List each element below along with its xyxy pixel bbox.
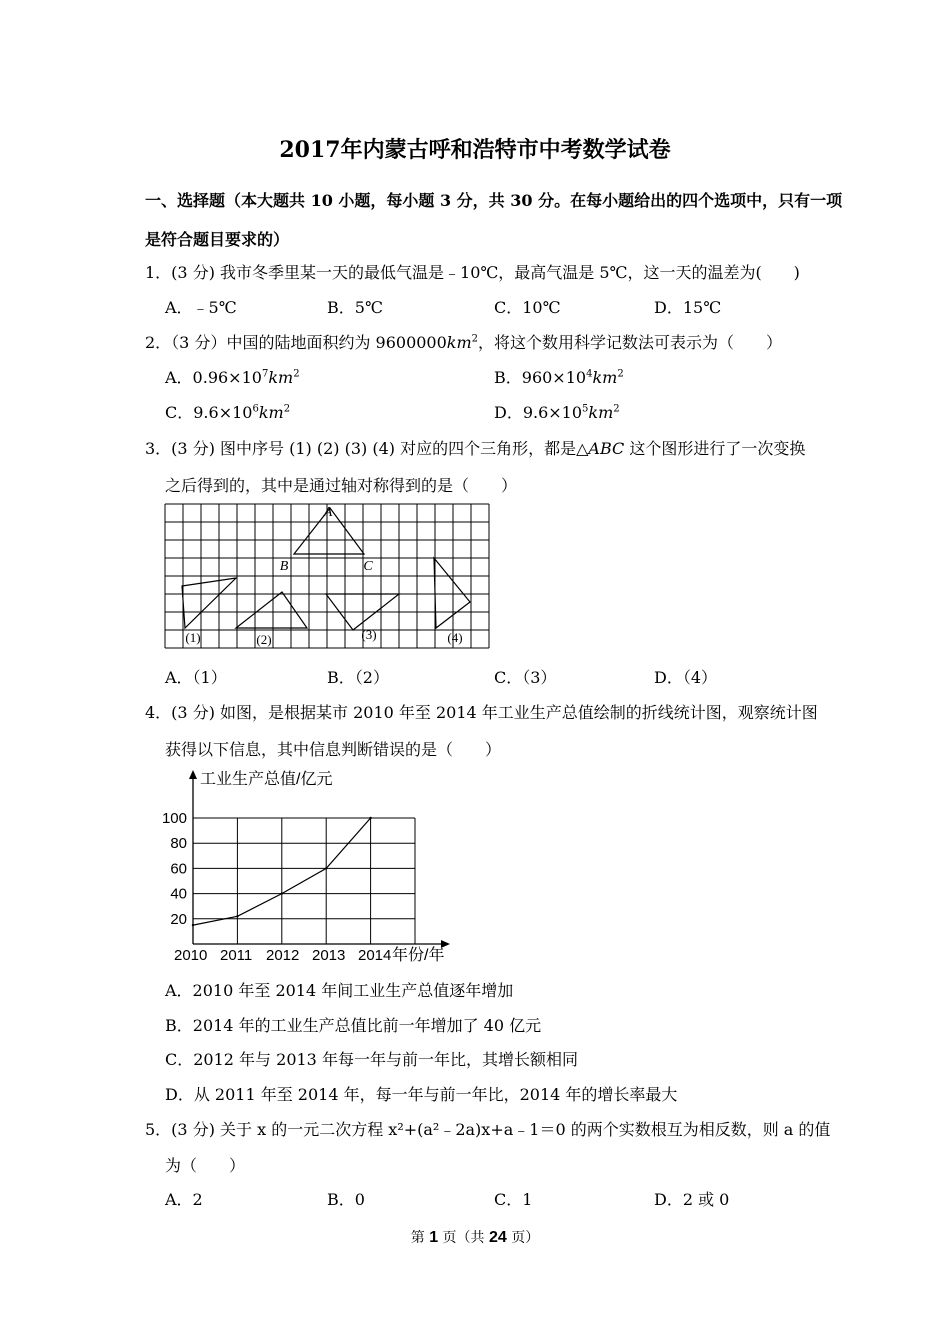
- section-heading-line1: 一、选择题（本大题共 10 小题，每小题 3 分，共 30 分。在每小题给出的四个选项中，只有一项: [145, 191, 843, 210]
- triangle-2: [236, 592, 307, 628]
- chart-data-point: [281, 892, 283, 894]
- chart-y-tick-label: 20: [170, 910, 187, 928]
- q5-option-a: A．2: [165, 1190, 203, 1209]
- q1-option-d: D．15℃: [654, 298, 722, 317]
- chart-x-tick-label: 2012: [266, 947, 300, 964]
- page-title: 2017年内蒙古呼和浩特市中考数学试卷: [279, 137, 671, 163]
- triangle-grid-figure: [160, 500, 495, 650]
- question-5-stem-line1: 5．(3 分) 关于 x 的一元二次方程 x²+(a²﹣2a)x+a﹣1＝0 的两个实数根互为相反数，则 a 的值: [145, 1120, 831, 1139]
- q2-option-a: A．$0.96\times 10^7km^2$: [165, 368, 300, 387]
- chart-data-point: [236, 915, 238, 917]
- vertex-label-a: A: [323, 505, 333, 520]
- chart-data-point: [369, 817, 371, 819]
- q4-option-a: A．2010 年至 2014 年间工业生产总值逐年增加: [165, 981, 514, 1000]
- chart-data-point: [325, 867, 327, 869]
- question-4-stem-line2: 获得以下信息，其中信息判断错误的是（ ）: [165, 740, 502, 759]
- q1-option-a: A．﹣5℃: [165, 298, 237, 317]
- vertex-label-b: B: [279, 559, 289, 574]
- question-3-stem-line1: 3．(3 分) 图中序号 (1) (2) (3) (4) 对应的四个三角形，都是△ABC 这个图形进行了一次变换: [145, 439, 806, 458]
- triangle-label-4: (4): [447, 630, 463, 645]
- q2-option-b: B．$960\times 10^4km^2$: [494, 368, 624, 387]
- question-4-stem-line1: 4．(3 分) 如图，是根据某市 2010 年至 2014 年工业生产总值绘制的折线统计图，观察统计图: [145, 703, 818, 722]
- chart-y-axis-label: 工业生产总值/亿元: [200, 771, 333, 788]
- q4-option-b: B．2014 年的工业生产总值比前一年增加了 40 亿元: [165, 1016, 542, 1035]
- q1-option-c: C．10℃: [494, 298, 561, 317]
- chart-x-tick-label: 2010: [174, 947, 208, 964]
- q3-option-c: C．（3）: [494, 668, 557, 687]
- industrial-output-line-chart: [160, 762, 460, 970]
- triangle-label-1: (1): [185, 630, 201, 645]
- chart-y-tick-label: 40: [170, 885, 187, 903]
- question-3-stem-line2: 之后得到的，其中是通过轴对称得到的是（ ）: [165, 476, 518, 495]
- question-2-stem: 2．（3 分）中国的陆地面积约为 $9600000km^2$，将这个数用科学记数法可表示为（ ）: [145, 333, 783, 352]
- page-footer: 第 1 页（共 24 页）: [410, 1229, 540, 1246]
- q2-option-d: D．$9.6\times 10^5km^2$: [494, 403, 620, 422]
- q5-option-c: C．1: [494, 1190, 533, 1209]
- chart-x-axis-label: 年份/年: [392, 947, 445, 964]
- triangle-label-3: (3): [361, 627, 377, 642]
- grid-lines: [165, 504, 489, 648]
- section-heading-line2: 是符合题目要求的）: [145, 230, 290, 249]
- chart-data-point: [192, 924, 194, 926]
- chart-y-tick-label: 60: [170, 860, 187, 878]
- chart-x-tick-label: 2011: [220, 947, 253, 964]
- question-5-stem-line2: 为（ ）: [165, 1156, 246, 1175]
- triangle-4: [434, 558, 470, 628]
- q3-option-b: B．（2）: [327, 668, 389, 687]
- q5-option-d: D．2 或 0: [654, 1190, 730, 1209]
- q5-option-b: B．0: [327, 1190, 365, 1209]
- chart-axes: [189, 770, 450, 948]
- chart-y-tick-label: 80: [170, 835, 187, 853]
- chart-y-axis-arrow: [189, 770, 197, 779]
- q3-option-d: D．（4）: [654, 668, 718, 687]
- vertex-label-c: C: [363, 559, 373, 574]
- q1-option-b: B．5℃: [327, 298, 383, 317]
- q4-option-d: D．从 2011 年至 2014 年，每一年与前一年比，2014 年的增长率最大: [165, 1085, 678, 1104]
- page-total: 24: [489, 1229, 507, 1246]
- triangle-1: [182, 578, 236, 628]
- q3-option-a: A．（1）: [165, 668, 227, 687]
- chart-x-tick-label: 2014: [358, 947, 392, 964]
- q4-option-c: C．2012 年与 2013 年每一年与前一年比，其增长额相同: [165, 1050, 578, 1069]
- triangle-label-2: (2): [256, 632, 272, 647]
- chart-y-tick-label: 100: [161, 810, 187, 827]
- question-1-stem: 1．(3 分) 我市冬季里某一天的最低气温是﹣10℃，最高气温是 5℃，这一天的温差为( ): [145, 263, 800, 282]
- chart-x-tick-label: 2013: [312, 947, 346, 964]
- page-number: 1: [429, 1229, 439, 1246]
- q2-option-c: C．$9.6\times 10^6km^2$: [165, 403, 291, 422]
